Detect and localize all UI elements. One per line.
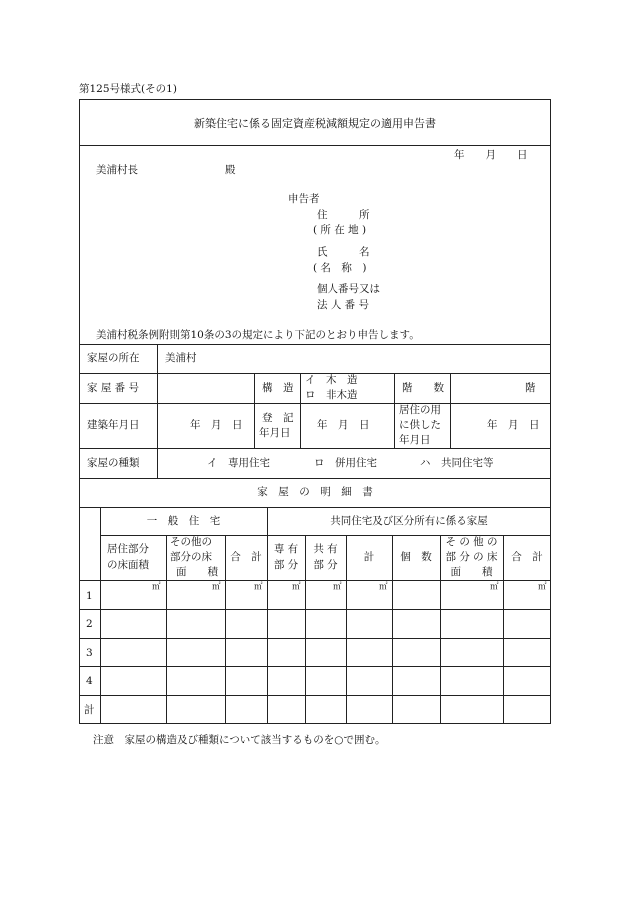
divider <box>79 695 551 696</box>
unit-m2: ㎡ <box>254 582 263 592</box>
col-other-floor-area: その他の <box>170 536 212 548</box>
col-other-floor-area-shared-2: 部 分 の 床 <box>445 551 498 563</box>
house-location-label: 家屋の所在 <box>87 352 140 364</box>
address-label: 住 所 <box>317 209 370 221</box>
house-type-label: 家屋の種類 <box>87 457 140 469</box>
house-number-label: 家 屋 番 号 <box>87 382 140 394</box>
house-type-exclusive: イ 専用住宅 <box>207 457 270 469</box>
residence-label: 居住の用 <box>399 404 441 416</box>
addressee: 美浦村長 <box>96 164 138 176</box>
col-other-floor-area-2: 部分の床 <box>170 551 212 563</box>
form-number: 第125号様式(その1) <box>79 83 177 95</box>
divider <box>79 666 551 667</box>
row-label-total: 計 <box>84 704 95 716</box>
registration-ymd: 年 月 日 <box>317 419 370 431</box>
residence-label-2: に供した <box>399 419 441 431</box>
divider <box>79 145 551 146</box>
col-other-floor-area-3: 面 積 <box>176 566 218 578</box>
col-units: 個 数 <box>400 551 432 563</box>
divider <box>79 638 551 639</box>
divider <box>392 535 393 724</box>
divider <box>79 507 551 508</box>
unit-m2: ㎡ <box>490 582 499 592</box>
divider <box>503 535 504 724</box>
col-exclusive-part-2: 部 分 <box>273 559 299 571</box>
detail-title: 家 屋 の 明 細 書 <box>257 486 373 498</box>
divider <box>346 535 347 724</box>
col-other-floor-area-shared: そ の 他 の <box>445 536 498 548</box>
col-sum: 計 <box>363 551 375 563</box>
divider <box>100 507 101 724</box>
corporate-number-label: 法 人 番 号 <box>317 299 370 311</box>
divider <box>157 344 158 448</box>
name-label: 氏 名 <box>317 246 370 258</box>
structure-option-wood: イ 木 造 <box>305 374 358 386</box>
divider <box>79 448 551 449</box>
divider <box>267 507 268 724</box>
divider <box>450 373 451 448</box>
structure-label: 構 造 <box>262 382 294 394</box>
divider <box>394 373 395 448</box>
col-residential-floor-area-2: の床面積 <box>107 559 149 571</box>
divider <box>79 580 551 581</box>
built-date-ymd: 年 月 日 <box>190 419 243 431</box>
name-sub-label: ( 名 称 ) <box>313 262 367 274</box>
note-text: 注意 家屋の構造及び種類について該当するものを○で囲む。 <box>93 734 386 746</box>
general-housing-header: 一 般 住 宅 <box>146 515 221 527</box>
house-type-combined: ロ 併用住宅 <box>314 457 377 469</box>
date-label: 年 月 日 <box>454 149 528 161</box>
divider <box>300 373 301 448</box>
divider <box>79 403 551 404</box>
honorific: 殿 <box>225 164 236 176</box>
applicant-heading: 申告者 <box>288 193 320 205</box>
shared-housing-header: 共同住宅及び区分所有に係る家屋 <box>330 515 488 527</box>
divider <box>157 448 158 478</box>
unit-m2: ㎡ <box>292 582 301 592</box>
house-type-apartment: ハ 共同住宅等 <box>420 457 494 469</box>
unit-m2: ㎡ <box>333 582 342 592</box>
floors-label: 階 数 <box>402 382 444 394</box>
unit-m2: ㎡ <box>538 582 547 592</box>
floors-unit: 階 <box>525 382 536 394</box>
residence-ymd: 年 月 日 <box>487 419 540 431</box>
form-title: 新築住宅に係る固定資産税減額規定の適用申告書 <box>194 117 436 130</box>
divider <box>166 535 167 724</box>
col-exclusive-part: 専 有 <box>273 543 299 555</box>
col-common-part: 共 有 <box>313 543 338 555</box>
divider <box>440 535 441 724</box>
divider <box>254 373 255 448</box>
col-other-floor-area-shared-3: 面 積 <box>450 566 493 578</box>
unit-m2: ㎡ <box>212 582 221 592</box>
row-label: 4 <box>86 675 93 687</box>
built-date-label: 建築年月日 <box>87 419 140 431</box>
address-sub-label: ( 所 在 地 ) <box>313 224 367 236</box>
row-label: 1 <box>86 590 93 602</box>
divider <box>225 535 226 724</box>
col-residential-floor-area: 居住部分 <box>107 543 149 555</box>
declaration-text: 美浦村税条例附則第10条の3の規定により下記のとおり申告します。 <box>96 329 420 341</box>
unit-m2: ㎡ <box>379 582 388 592</box>
col-common-part-2: 部 分 <box>313 559 338 571</box>
unit-m2: ㎡ <box>152 582 161 592</box>
col-total-shared: 合 計 <box>511 551 543 563</box>
structure-option-nonwood: ロ 非木造 <box>305 389 358 401</box>
house-location-value: 美浦村 <box>165 352 197 364</box>
registration-label: 登 記 <box>262 412 294 424</box>
id-label: 個人番号又は <box>317 283 380 295</box>
col-total: 合 計 <box>230 551 262 563</box>
row-label: 3 <box>86 647 93 659</box>
row-label: 2 <box>86 618 93 630</box>
registration-label-2: 年月日 <box>259 427 291 439</box>
divider <box>79 344 551 345</box>
residence-label-3: 年月日 <box>399 434 431 446</box>
divider <box>79 609 551 610</box>
divider <box>79 478 551 479</box>
